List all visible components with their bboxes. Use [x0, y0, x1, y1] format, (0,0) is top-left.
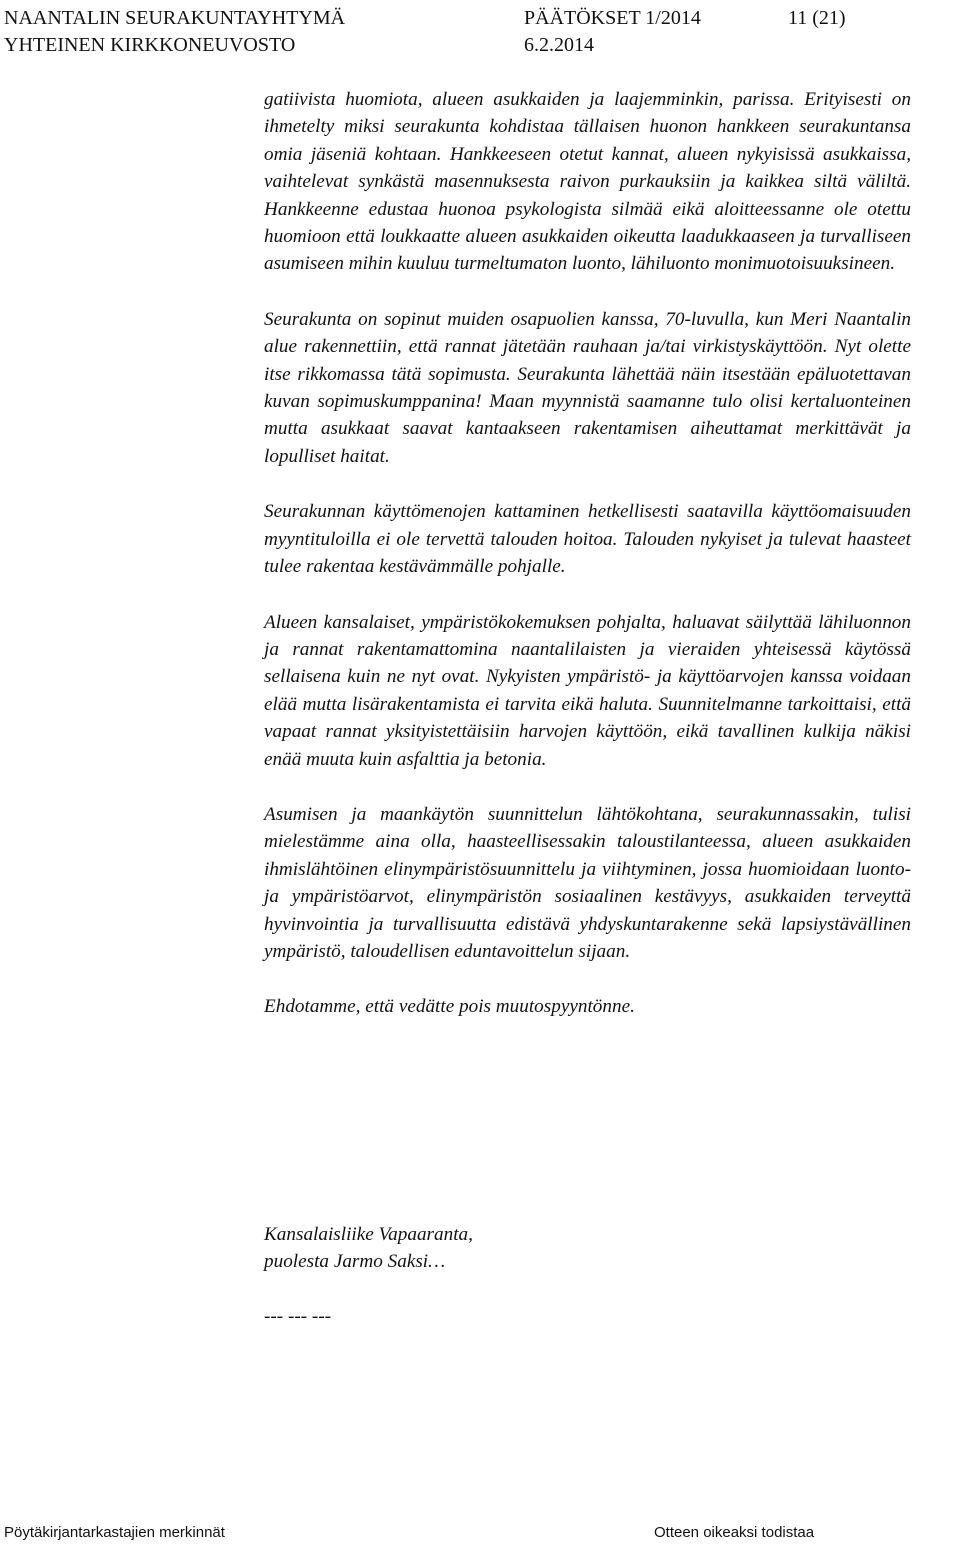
signature-line-1: Kansalaisliike Vapaaranta,	[264, 1224, 473, 1245]
paragraph-3: Seurakunnan käyttömenojen kattaminen hetkellisesti saatavilla käyttöomaisuuden myyntituloilla ei ole tervettä talouden hoitoa. Talouden nykyiset ja tulevat haasteet tulee rakentaa kestävämmälle pohjalle.	[264, 501, 911, 578]
signature-block	[264, 1221, 473, 1276]
document-body	[264, 86, 911, 1021]
paragraph-1: gatiivista huomiota, alueen asukkaiden ja laajemminkin, parissa. Erityisesti on ihmetelty miksi seurakunta kohdistaa tällaisen huonon hankkeen seurakuntansa omia jäseniä kohtaan. Hankkeeseen otetut kannat, alueen nykyisissä asukkaissa, vaihtelevat synkästä masennuksesta raivon purkauksiin ja kaikkea siltä väliltä. Hankkeenne edustaa huonoa psykologista silmää eikä aloitteessanne ole otettu huomioon että loukkaatte alueen asukkaiden oikeutta laadukkaaseen ja turvalliseen asumiseen mihin kuuluu turmeltumaton luonto, lähiluonto monimuotoisuuksineen.	[264, 89, 911, 275]
footer-reviewers-note: Pöytäkirjantarkastajien merkinnät	[4, 1524, 225, 1541]
section-separator: --- --- ---	[264, 1306, 332, 1327]
footer-certification: Otteen oikeaksi todistaa	[654, 1524, 815, 1541]
header-date: 6.2.2014	[524, 34, 594, 56]
signature-line-2: puolesta Jarmo Saksi…	[264, 1251, 446, 1273]
paragraph-6: Ehdotamme, että vedätte pois muutospyyntönne.	[264, 996, 635, 1018]
paragraph-4: Alueen kansalaiset, ympäristökokemuksen pohjalta, haluavat säilyttää lähiluonnon ja rannat rakentamattomina naantalilaisten ja vieraiden yhteisessä käytössä sellaisena kuin ne nyt ovat. Nykyisten ympäristö- ja käyttöarvojen kanssa voidaan elää mutta lisärakentamista ei tarvita eikä haluta. Suunnitelmanne tarkoittaisi, että vapaat rannat yksityistettäisiin harvojen käyttöön, eikä tavallinen kulkija näkisi enää muuta kuin asfalttia ja betonia.	[264, 611, 911, 770]
header-page-number: 11 (21)	[788, 7, 846, 29]
paragraph-2: Seurakunta on sopinut muiden osapuolien kanssa, 70-luvulla, kun Meri Naantalin alue rakennettiin, että rannat jätetään rauhaan ja/tai virkistyskäyttöön. Nyt olette itse rikkomassa tätä sopimusta. Seurakunta lähettää näin itsestään epäluotettavan kuvan sopimuskumppanina! Maan myynnistä saamanne tulo olisi kertaluonteinen mutta asukkaat saavat kantaakseen rakentamisen aiheuttamat merkittävät ja lopulliset haitat.	[264, 308, 911, 467]
header-org: NAANTALIN SEURAKUNTAYHTYMÄ	[4, 7, 346, 29]
header-row-2	[4, 33, 944, 57]
header-doc-type: PÄÄTÖKSET 1/2014	[524, 7, 701, 29]
header-row-1	[4, 6, 944, 30]
paragraph-5: Asumisen ja maankäytön suunnittelun lähtökohtana, seurakunnassakin, tulisi mielestämme aina olla, haasteellisessakin taloustilanteessa, alueen asukkaiden ihmislähtöinen elinympäristösuunnittelu ja viihtyminen, jossa huomioidaan luonto- ja ympäristöarvot, elinympäristön sosiaalinen kestävyys, asukkaiden terveyttä hyvinvointia ja turvallisuutta edistävä yhdyskuntarakenne sekä lapsiystävällinen ympäristö, taloudellisen eduntavoittelun sijaan.	[264, 803, 911, 962]
header-body: YHTEINEN KIRKKONEUVOSTO	[4, 34, 296, 56]
